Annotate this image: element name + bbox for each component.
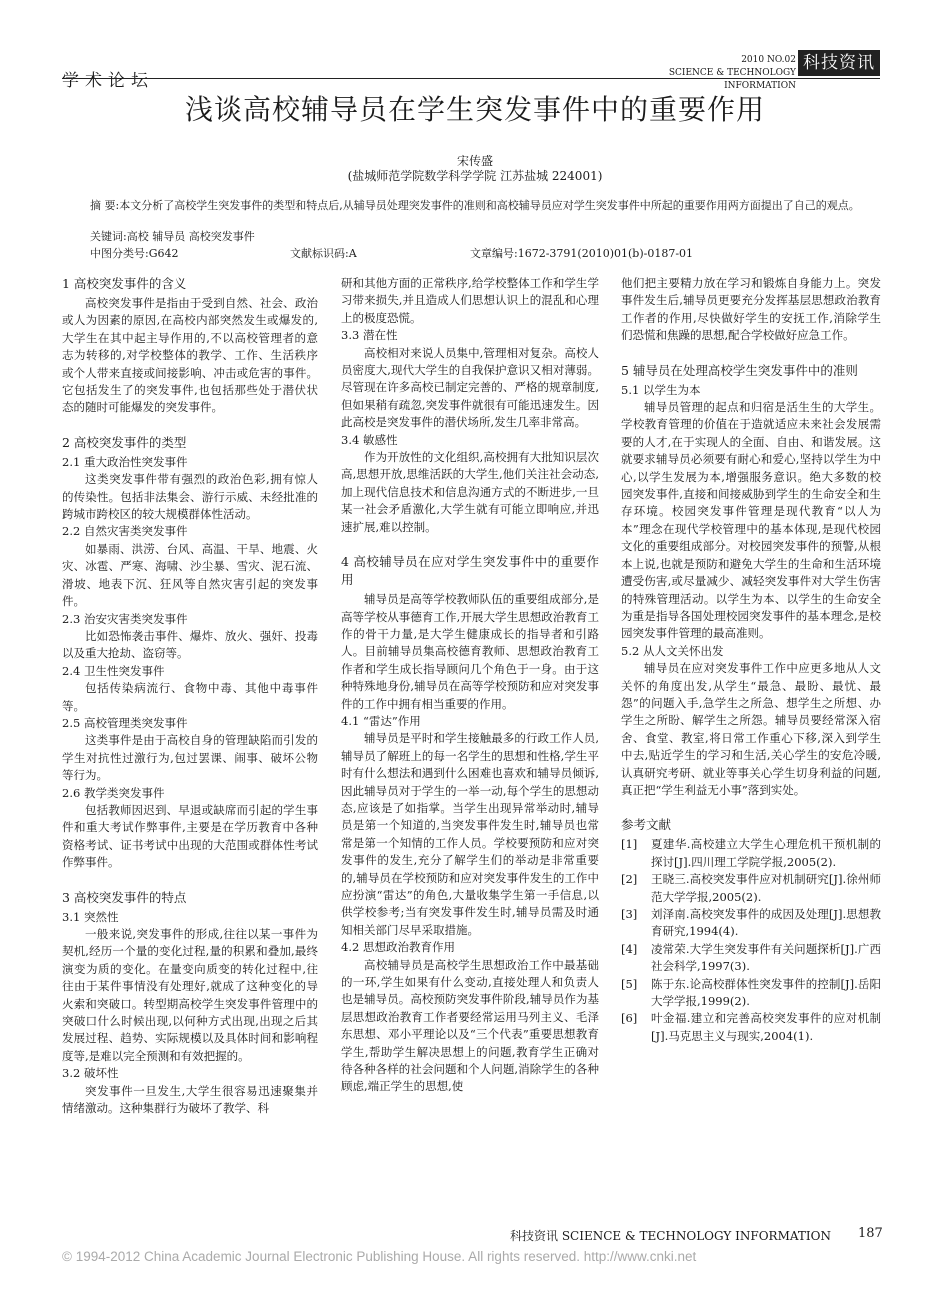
paragraph: 突发事件一旦发生,大学生很容易迅速聚集并情绪激动。这种集群行为破坏了教学、科 [62,1083,318,1116]
clc-number: 中图分类号:G642 [90,247,179,260]
paragraph: 作为开放性的文化组织,高校拥有大批知识层次高,思想开放,思维活跃的大学生,他们关注社会动态,加上现代信息技术和信息沟通方式的不断进步,一旦某一社会矛盾激化,大学生就有可能立即响应,并迅速扩展,难以控制。 [341,450,599,534]
subsection-heading: 2.2 自然灾害类突发事件 [62,524,188,539]
journal-brand-logo: 科技资讯 [798,50,880,76]
paragraph: 辅导员管理的起点和归宿是活生生的大学生。学校教育管理的价值在于造就适应未来社会发展需要的人才,在于实现人的全面、自由、和谐发展。这就要求辅导员必须要有耐心和爱心,坚持以学生为中心,以学生发展为本,增强服务意识。绝大多数的校园突发事件,直接和间接威胁到学生的生命安全和生存环境。校园突发事件管理是现代教育“以人为本”理念在现代学校管理中的基本体现,是现代校园文化的重要组成部分。对校园突发事件的预警,从根本上说,也就是预防和避免大学生的生命和生活环境遭受伤害,或尽量减少、减轻突发事件对大学生伤害的特殊管理活动。以学生为本、以学生的生命安全为重是指导各国处理校园突发事件的基本理念,是校园突发事件管理的最高准则。 [621,400,881,641]
subsection-heading: 5.1 以学生为本 [621,382,701,397]
article-number: 文章编号:1672-3791(2010)01(b)-0187-01 [470,247,694,260]
paper-title: 浅谈高校辅导员在学生突发事件中的重要作用 [184,93,765,126]
author-name: 宋传盛 [456,154,493,168]
paragraph: 一般来说,突发事件的形成,往往以某一事件为契机,经历一个量的变化过程,量的积累和叠加,最终演变为质的变化。在量变向质变的转化过程中,往往由于某件事情没有处理好,就成了这种变化的导火索和突破口。转型期高校学生突发事件管理中的突破口什么时候出现,以何种方式出现,出现之后其发展过程、趋势、实际规模以及具体时间和影响程度等,是难以完全预测和有效把握的。 [62,927,318,1063]
reference-number: [6] [621,1011,638,1026]
paragraph: 这类事件是由于高校自身的管理缺陷而引发的学生对抗性过激行为,包过罢课、闹事、破坏公物等行为。 [62,733,318,783]
subsection-heading: 3.3 潜在性 [341,328,398,343]
abstract: 摘 要:本文分析了高校学生突发事件的类型和特点后,从辅导员处理突发事件的准则和高校辅导员应对学生突发事件中所起的重要作用两方面提出了自己的观点。 [90,199,860,212]
section-heading: 5 辅导员在处理高校学生突发事件中的准则 [621,362,858,378]
paragraph: 高校突发事件是指由于受到自然、社会、政治或人为因素的原因,在高校内部突然发生或爆发的,大学生在其中起主导作用的,不以高校管理者的意志为转移的,对学校整体的教学、工作、生活秩序或个人带来直接或间接影响、冲击或危害的事件。它包括发生了的突发事件,也包括那些处于潜伏状态的随时可能爆发的突发事件。 [62,296,318,415]
reference-number: [5] [621,976,638,991]
paragraph: 高校辅导员是高校学生思想政治工作中最基础的一环,学生如果有什么变动,直接处理人和负责人也是辅导员。高校预防突发事件阶段,辅导员作为基层思想政治教育工作者要经常运用马列主义、毛泽东思想、邓小平理论以及“三个代表”重要思想教育学生,帮助学生解决思想上的问题,教育学生正确对待各种各样的社会问题和个人问题,消除学生的各种顾虑,端正学生的思想,使 [341,957,599,1094]
subsection-heading: 3.2 破坏性 [62,1066,119,1081]
section-heading: 4 高校辅导员在应对学生突发事件中的重要作用 [341,554,599,588]
reference-text: 夏建华.高校建立大学生心理危机干预机制的探讨[J].四川理工学院学报,2005(2). [651,837,881,869]
author-affiliation: (盐城师范学院数学科学学院 江苏盐城 224001) [347,169,603,183]
paragraph: 包括教师因迟到、早退或缺席而引起的学生事件和重大考试作弊事件,主要是在学历教育中各种资格考试、证书考试中出现的大范围或群体性考试作弊事件。 [62,802,318,870]
paragraph: 高校相对来说人员集中,管理相对复杂。高校人员密度大,现代大学生的自我保护意识又相对薄弱。尽管现在许多高校已制定完善的、严格的规章制度,但如果稍有疏忽,突发事件就很有可能迅速发生。因此高校是突发事件的潜伏场所,发生几率非常高。 [341,345,599,430]
subsection-heading: 4.2 思想政治教育作用 [341,940,455,955]
paragraph: 他们把主要精力放在学习和锻炼自身能力上。突发事件发生后,辅导员更要充分发挥基层思想政治教育工作者的作用,尽快做好学生的安抚工作,消除学生们恐慌和焦躁的思想,配合学校做好应急工作。 [621,276,881,343]
reference-number: [2] [621,872,638,887]
section-heading: 2 高校突发事件的类型 [62,434,187,450]
paragraph: 包括传染病流行、食物中毒、其他中毒事件等。 [62,681,318,713]
column-2 [341,275,599,1096]
reference-number: [3] [621,907,638,921]
reference-text: 王晓三.高校突发事件应对机制研究[J].徐州师范大学学报,2005(2). [651,872,881,904]
references-heading: 参考文献 [621,817,672,833]
footer-journal: 科技资讯 SCIENCE & TECHNOLOGY INFORMATION [510,1229,831,1243]
header-divider [62,78,880,79]
subsection-heading: 4.1 “雷达”作用 [341,713,421,728]
reference-item [621,906,881,941]
section-heading: 3 高校突发事件的特点 [62,889,187,905]
reference-text: 陈于东.论高校群体性突发事件的控制[J].岳阳大学学报,1999(2). [651,976,881,1009]
subsection-heading: 2.4 卫生性突发事件 [62,663,165,678]
paragraph: 辅导员是高等学校教师队伍的重要组成部分,是高等学校从事德育工作,开展大学生思想政治教育工作的骨干力量,是大学生健康成长的指导者和引路人。目前辅导员集高校德育教师、思想政治教育工作者和学生成长指导顾问几个角色于一身。由于这种特殊地身份,辅导员在高等学校预防和应对突发事件的工作中拥有相当重要的作用。 [341,592,599,711]
document-code: 文献标识码:A [290,247,357,260]
subsection-heading: 2.3 治安灾害类突发事件 [62,611,188,626]
reference-number: [4] [621,941,638,956]
subsection-heading: 2.1 重大政治性突发事件 [62,454,188,469]
reference-text: 叶金福.建立和完善高校突发事件的应对机制[J].马克思主义与现实,2004(1). [651,1011,881,1043]
paragraph: 如暴雨、洪涝、台风、高温、干旱、地震、火灾、冰雹、严寒、海啸、沙尘暴、雪灾、泥石流、滑坡、地表下沉、狂风等自然灾害引起的突发事件。 [62,541,318,609]
column-3 [621,275,881,1045]
paragraph: 研和其他方面的正常秩序,给学校整体工作和学生学习带来损失,并且造成人们思想认识上的混乱和心理上的极度恐慌。 [341,276,599,325]
section-label: 学术论坛 [62,71,154,91]
reference-item [621,976,881,1011]
paragraph: 辅导员是平时和学生接触最多的行政工作人员,辅导员了解班上的每一名学生的思想和性格,学生平时有什么想法和遇到什么困难也喜欢和辅导员倾诉,因此辅导员对于学生的一举一动,每个学生的思想动态,应该是了如指掌。当学生出现异常举动时,辅导员是第一个知道的,当突发事件发生时,辅导员也常常是第一个知情的工作人员。学校要预防和应对突发事件的发生,充分了解学生们的举动是非常重要的,辅导员在学校预防和应对突发事件发生的工作中应扮演“雷达”的角色,大量收集学生第一手信息,以供学校参考;当有突发事件发生时,辅导员需及时通知相关部门尽早采取措施。 [341,731,599,937]
reference-item [621,941,881,976]
page-number: 187 [858,1226,883,1241]
journal-english-name: SCIENCE & TECHNOLOGY INFORMATION [668,68,796,91]
copyright-watermark: © 1994-2012 China Academic Journal Electronic Publishing House. All rights reserved. http://www.cnki.net [62,1249,697,1264]
issue-number: 2010 NO.02 [741,55,796,65]
subsection-heading: 5.2 从人文关怀出发 [621,643,724,658]
reference-item [621,836,881,871]
reference-item [621,1010,881,1045]
keywords: 关键词:高校 辅导员 高校突发事件 [90,230,255,243]
reference-text: 凌常荣.大学生突发事件有关问题探析[J].广西社会科学,1997(3). [651,941,881,974]
reference-number: [1] [621,837,638,852]
reference-text: 刘泽南.高校突发事件的成因及处理[J].思想教育研究,1994(4). [651,907,881,939]
paragraph: 辅导员在应对突发事件工作中应更多地从人文关怀的角度出发,从学生“最急、最盼、最忧、最怨”的问题入手,急学生之所急、想学生之所想、办学生之所盼、解学生之所怨。辅导员要经常深入宿舍、食堂、教室,将日常工作重心下移,深入到学生中去,贴近学生的学习和生活,关心学生的安危冷暖,认真研究考研、就业等事关心学生切身利益的问题,真正把“学生利益无小事”落到实处。 [621,661,881,797]
paragraph: 这类突发事件带有强烈的政治色彩,拥有惊人的传染性。包括非法集会、游行示威、未经批准的跨城市跨校区的较大规模群体性活动。 [62,472,318,522]
subsection-heading: 3.4 敏感性 [341,432,398,447]
section-heading: 1 高校突发事件的含义 [62,276,187,291]
subsection-heading: 3.1 突然性 [62,909,119,924]
subsection-heading: 2.6 教学类突发事件 [62,785,165,800]
reference-item [621,871,881,906]
paragraph: 比如恐怖袭击事件、爆炸、放火、强奸、投毒以及重大抢劫、盗窃等。 [62,628,318,661]
subsection-heading: 2.5 高校管理类突发事件 [62,715,188,730]
reference-list [621,836,881,1045]
column-1 [62,275,318,1117]
